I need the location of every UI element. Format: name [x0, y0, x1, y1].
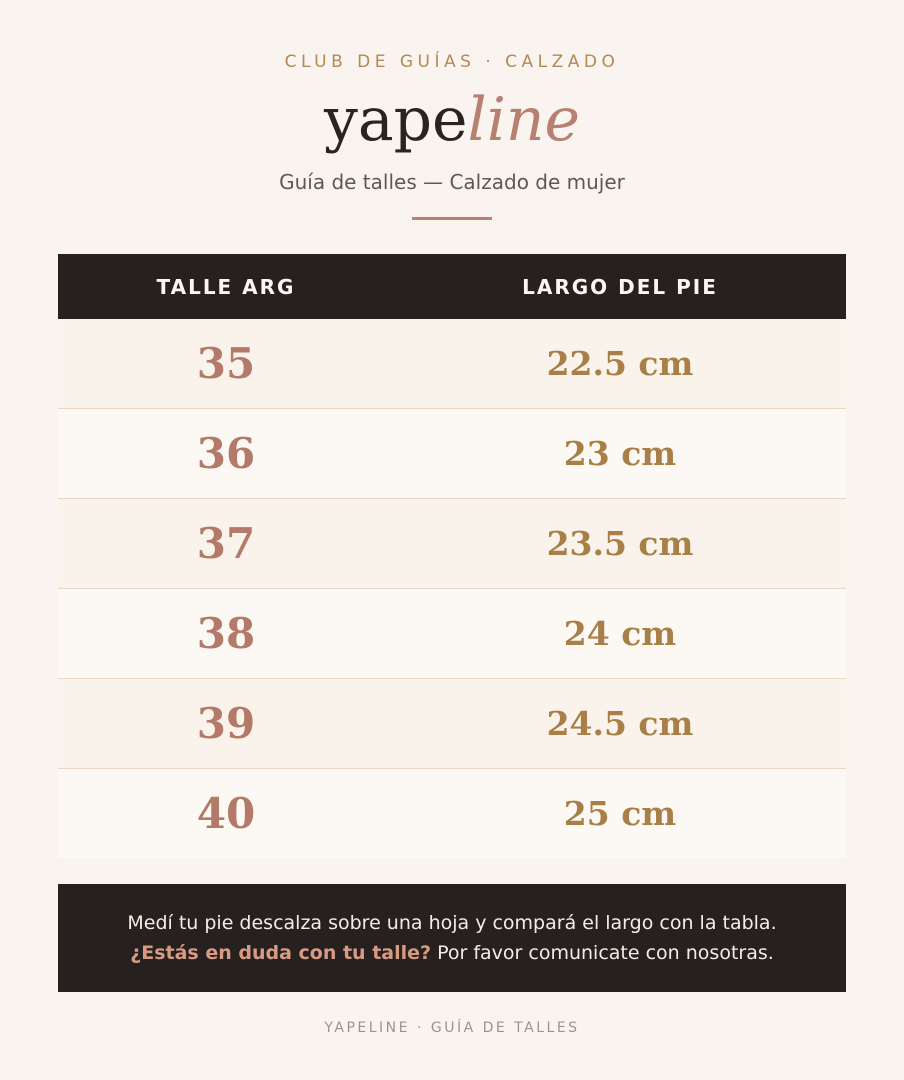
length-cell: 23.5 cm [546, 524, 694, 563]
length-cell: 23 cm [563, 434, 677, 473]
header-divider [412, 217, 492, 220]
length-cell: 25 cm [563, 794, 677, 833]
length-cell: 24.5 cm [546, 704, 694, 743]
length-cell: 24 cm [563, 614, 677, 653]
note-line-1: Medí tu pie descalza sobre una hoja y compará el largo con la tabla. [127, 912, 777, 934]
note-line-2 [58, 938, 846, 968]
size-cell: 39 [196, 699, 256, 748]
page-subtitle: Guía de talles — Calzado de mujer [279, 170, 625, 194]
table-row [58, 499, 846, 589]
table-row [58, 409, 846, 499]
size-cell: 36 [196, 429, 256, 478]
note-highlight: ¿Estás en duda con tu talle? [130, 942, 432, 964]
brand-logo [0, 84, 904, 156]
column-header-size: TALLE ARG [156, 274, 296, 299]
eyebrow-label: CLUB DE GUÍAS · CALZADO [284, 52, 620, 72]
footer-label: YAPELINE · GUÍA DE TALLES [324, 1020, 580, 1036]
table-row [58, 589, 846, 679]
size-cell: 38 [196, 609, 256, 658]
brand-logo-main: yape [323, 85, 468, 155]
measuring-note [58, 884, 846, 992]
size-cell: 37 [196, 519, 256, 568]
brand-logo-accent: line [467, 85, 581, 155]
size-table [58, 254, 846, 858]
size-cell: 40 [196, 789, 256, 838]
table-row [58, 679, 846, 769]
size-cell: 35 [196, 339, 256, 388]
length-cell: 22.5 cm [546, 344, 694, 383]
note-line-2-rest: Por favor comunicate con nosotras. [431, 942, 774, 964]
table-row [58, 319, 846, 409]
column-header-length: LARGO DEL PIE [522, 274, 718, 299]
table-header [58, 254, 846, 319]
table-row [58, 769, 846, 858]
